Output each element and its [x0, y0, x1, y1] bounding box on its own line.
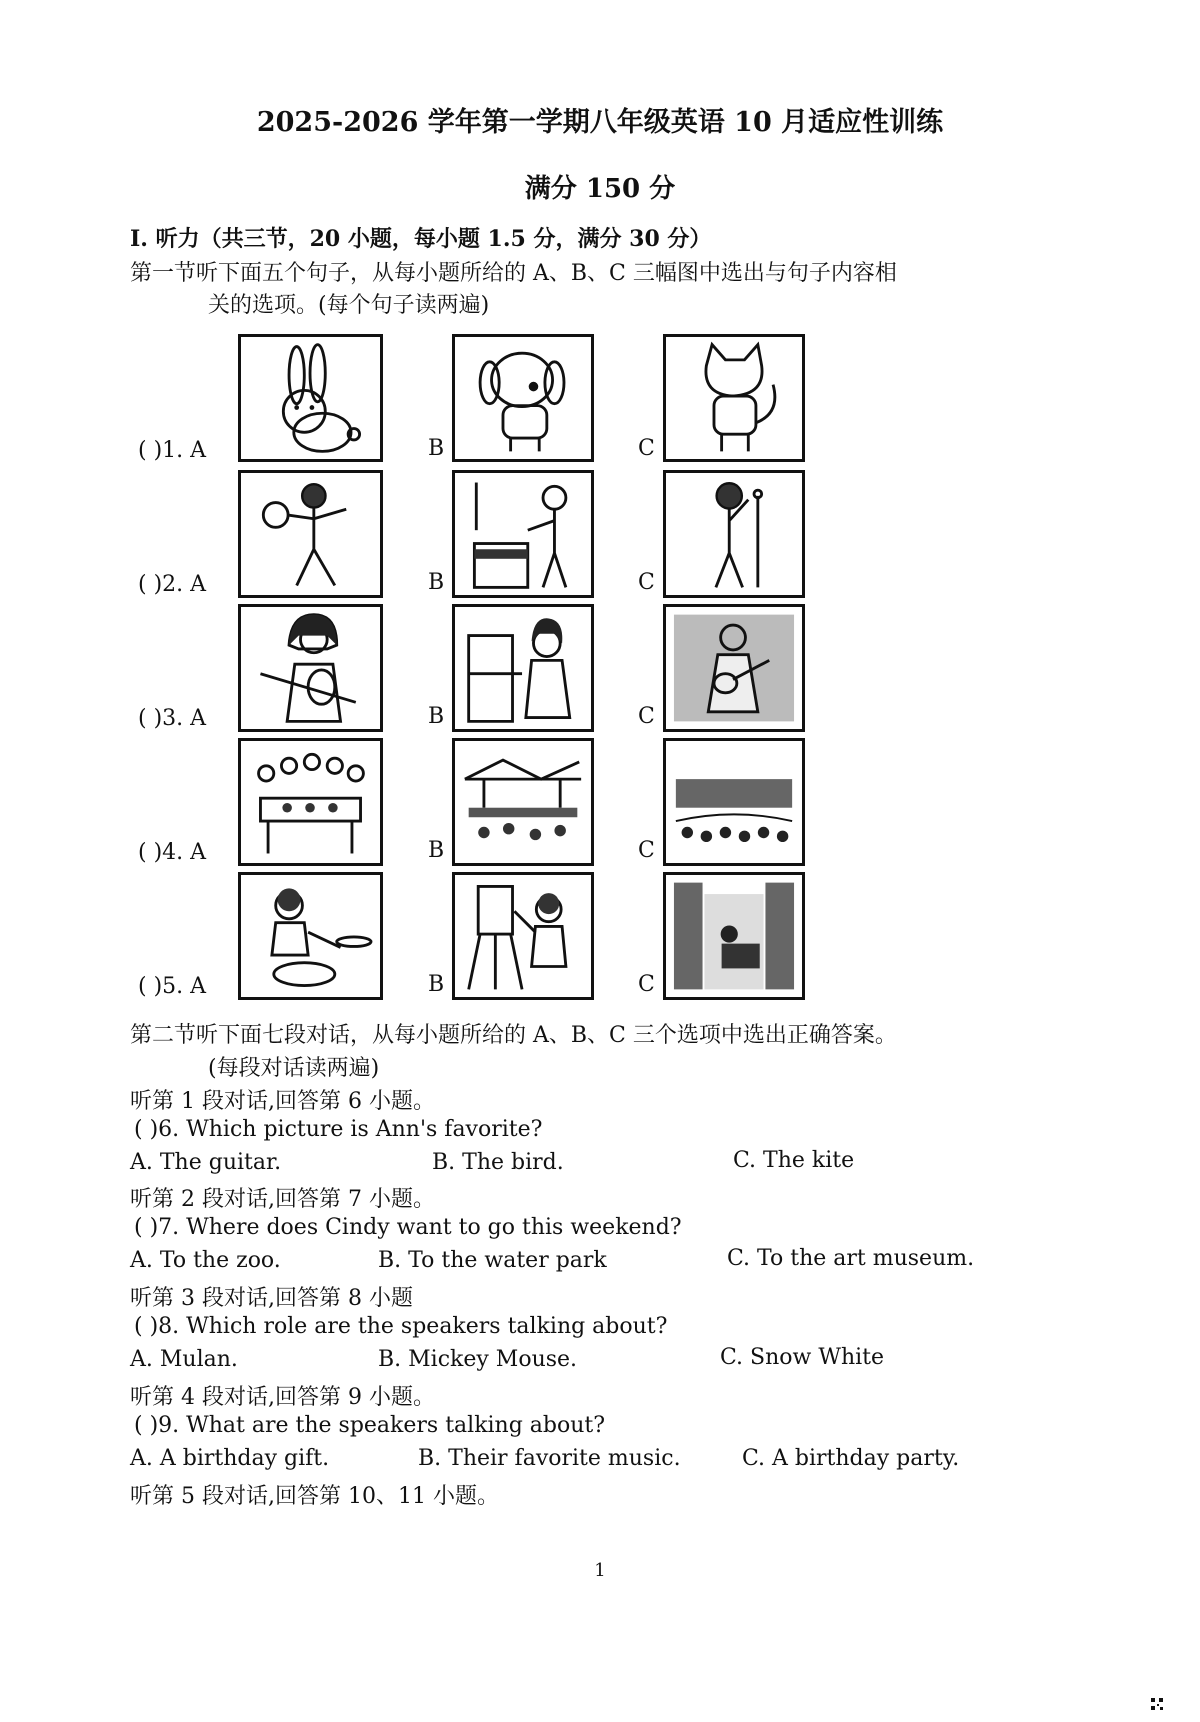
full-score: 满分 150 分 [524, 174, 676, 204]
question-8-option-c[interactable]: C. Snow White [720, 1345, 885, 1370]
question-5-label: ( )5. A [138, 974, 207, 999]
question-9: ( )9. What are the speakers talking about? [134, 1413, 606, 1438]
question-9-option-c[interactable]: C. A birthday party. [742, 1446, 960, 1471]
pianist-stage-icon[interactable] [663, 872, 805, 1000]
question-8: ( )8. Which role are the speakers talking about? [134, 1314, 668, 1339]
question-7: ( )7. Where does Cindy want to go this weekend? [134, 1215, 682, 1240]
market-scene-icon[interactable] [452, 738, 594, 866]
question-4-label: ( )4. A [138, 840, 207, 865]
question-6-option-a[interactable]: A. The guitar. [130, 1150, 282, 1175]
question-3-label: ( )3. A [138, 706, 207, 731]
dialog-1-intro: 听第 1 段对话,回答第 6 小题。 [130, 1089, 435, 1114]
part2-instruction-line1: 第二节听下面七段对话，从每小题所给的 A、B、C 三个选项中选出正确答案。 [130, 1023, 897, 1048]
question-5-b-label: B [428, 972, 445, 997]
drummer-icon[interactable] [238, 872, 383, 1000]
cat-icon[interactable] [663, 334, 805, 462]
dialog-2-intro: 听第 2 段对话,回答第 7 小题。 [130, 1187, 435, 1212]
question-7-option-a[interactable]: A. To the zoo. [130, 1248, 281, 1273]
question-4-b-label: B [428, 838, 445, 863]
question-6-option-c[interactable]: C. The kite [733, 1148, 855, 1173]
guitar-girl-icon[interactable] [663, 604, 805, 732]
question-4-c-label: C [638, 838, 655, 863]
rabbit-icon[interactable] [238, 334, 383, 462]
page-title: 2025-2026 学年第一学期八年级英语 10 月适应性训练 [256, 107, 944, 138]
question-8-option-b[interactable]: B. Mickey Mouse. [378, 1347, 578, 1372]
question-9-option-a[interactable]: A. A birthday gift. [130, 1446, 330, 1471]
ball-player-icon[interactable] [238, 470, 383, 598]
dialog-3-intro: 听第 3 段对话,回答第 8 小题 [130, 1286, 413, 1311]
part2-instruction-line2: (每段对话读两遍) [208, 1056, 380, 1081]
question-2-c-label: C [638, 570, 655, 595]
question-1-c-label: C [638, 436, 655, 461]
question-2-label: ( )2. A [138, 572, 207, 597]
listening-heading: I. 听力（共三节，20 小题，每小题 1.5 分，满分 30 分） [130, 226, 712, 252]
party-table-icon[interactable] [238, 738, 383, 866]
qr-code-icon [1150, 1697, 1164, 1711]
dog-icon[interactable] [452, 334, 594, 462]
question-1-label: ( )1. A [138, 438, 207, 463]
singer-icon[interactable] [663, 470, 805, 598]
question-6-option-b[interactable]: B. The bird. [432, 1150, 564, 1175]
piano-girl-icon[interactable] [452, 604, 594, 732]
concert-icon[interactable] [663, 738, 805, 866]
question-9-option-b[interactable]: B. Their favorite music. [418, 1446, 681, 1471]
question-7-option-b[interactable]: B. To the water park [378, 1248, 607, 1273]
piano-boy-icon[interactable] [452, 470, 594, 598]
dialog-5-intro: 听第 5 段对话,回答第 10、11 小题。 [130, 1484, 499, 1509]
question-8-option-a[interactable]: A. Mulan. [130, 1347, 238, 1372]
question-3-c-label: C [638, 704, 655, 729]
dialog-4-intro: 听第 4 段对话,回答第 9 小题。 [130, 1385, 435, 1410]
painter-icon[interactable] [452, 872, 594, 1000]
question-7-option-c[interactable]: C. To the art museum. [727, 1246, 975, 1271]
part1-instruction-line1: 第一节听下面五个句子，从每小题所给的 A、B、C 三幅图中选出与句子内容相 [130, 261, 897, 286]
question-6: ( )6. Which picture is Ann's favorite? [134, 1117, 543, 1142]
question-5-c-label: C [638, 972, 655, 997]
violin-girl-icon[interactable] [238, 604, 383, 732]
part1-instruction-line2: 关的选项。(每个句子读两遍) [208, 293, 490, 318]
question-2-b-label: B [428, 570, 445, 595]
page-number: 1 [594, 1560, 606, 1581]
question-1-b-label: B [428, 436, 445, 461]
question-3-b-label: B [428, 704, 445, 729]
